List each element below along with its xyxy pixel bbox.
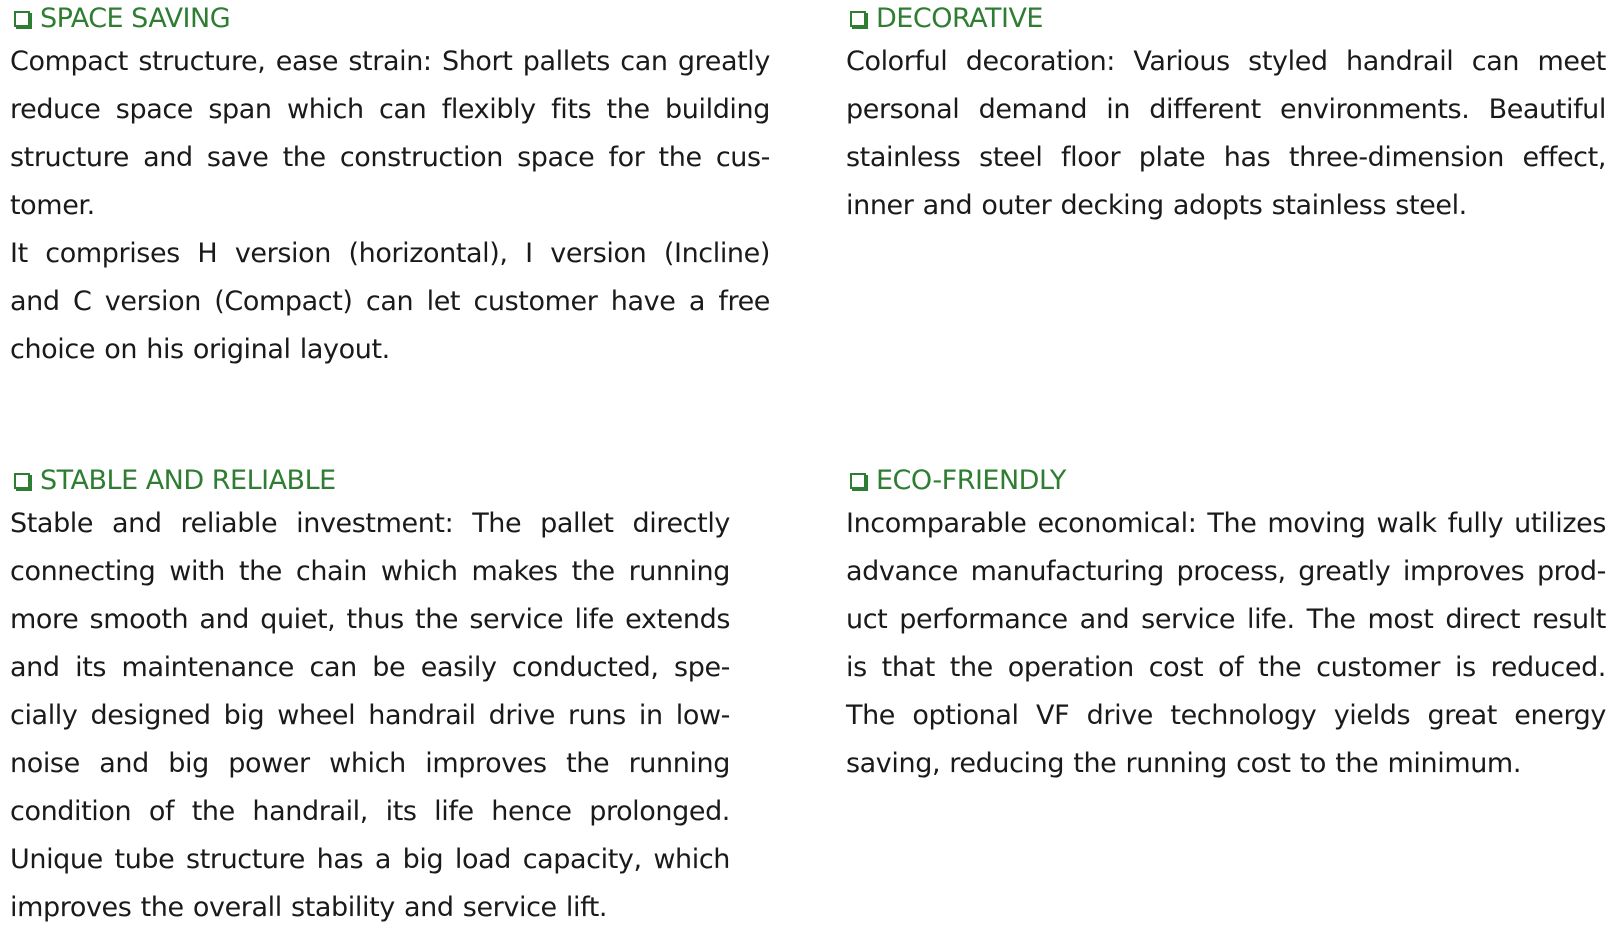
heading-text: DECORATIVE xyxy=(876,3,1043,34)
section-heading xyxy=(10,0,770,38)
heading-text: STABLE AND RELIABLE xyxy=(40,465,336,496)
checkbox-square-icon xyxy=(14,11,30,27)
checkbox-square-icon xyxy=(850,11,866,27)
body-paragraph: It comprises H version (horizontal), I version (Incline) and C version (Compact) can let customer have a free choice on his original layout. xyxy=(10,238,770,365)
body-paragraph: Stable and reliable investment: The pallet directly connecting with the chain which makes the running more smooth and quiet, thus the service life extends and its maintenance can be easily conducted, spe-cially designed big wheel handrail drive runs in low-noise and big power which improves the running condition of the handrail, its life hence prolonged. Unique tube structure has a big load capacity, which improves the overall stability and service lift. xyxy=(10,508,730,923)
section-eco-friendly xyxy=(846,462,1606,788)
section-space-saving xyxy=(10,0,770,374)
section-heading xyxy=(846,462,1606,500)
body-paragraph: Colorful decoration: Various styled handrail can meet personal demand in different environments. Beautiful stainless steel floor plate has three-dimension effect, inner and outer decking adopts stainless steel. xyxy=(846,46,1606,221)
section-decorative xyxy=(846,0,1606,230)
body-paragraph: Compact structure, ease strain: Short pallets can greatly reduce space span which can flexibly fits the building structure and save the construction space for the cus-tomer. xyxy=(10,46,770,221)
body-paragraph: Incomparable economical: The moving walk fully utilizes advance manufacturing process, greatly improves prod-uct performance and service life. The most direct result is that the operation cost of the customer is reduced. The optional VF drive technology yields great energy saving, reducing the running cost to the minimum. xyxy=(846,508,1606,779)
section-heading xyxy=(846,0,1606,38)
section-heading xyxy=(10,462,730,500)
checkbox-square-icon xyxy=(14,473,30,489)
heading-text: SPACE SAVING xyxy=(40,3,231,34)
heading-text: ECO-FRIENDLY xyxy=(876,465,1066,496)
checkbox-square-icon xyxy=(850,473,866,489)
section-stable-and-reliable xyxy=(10,462,730,932)
